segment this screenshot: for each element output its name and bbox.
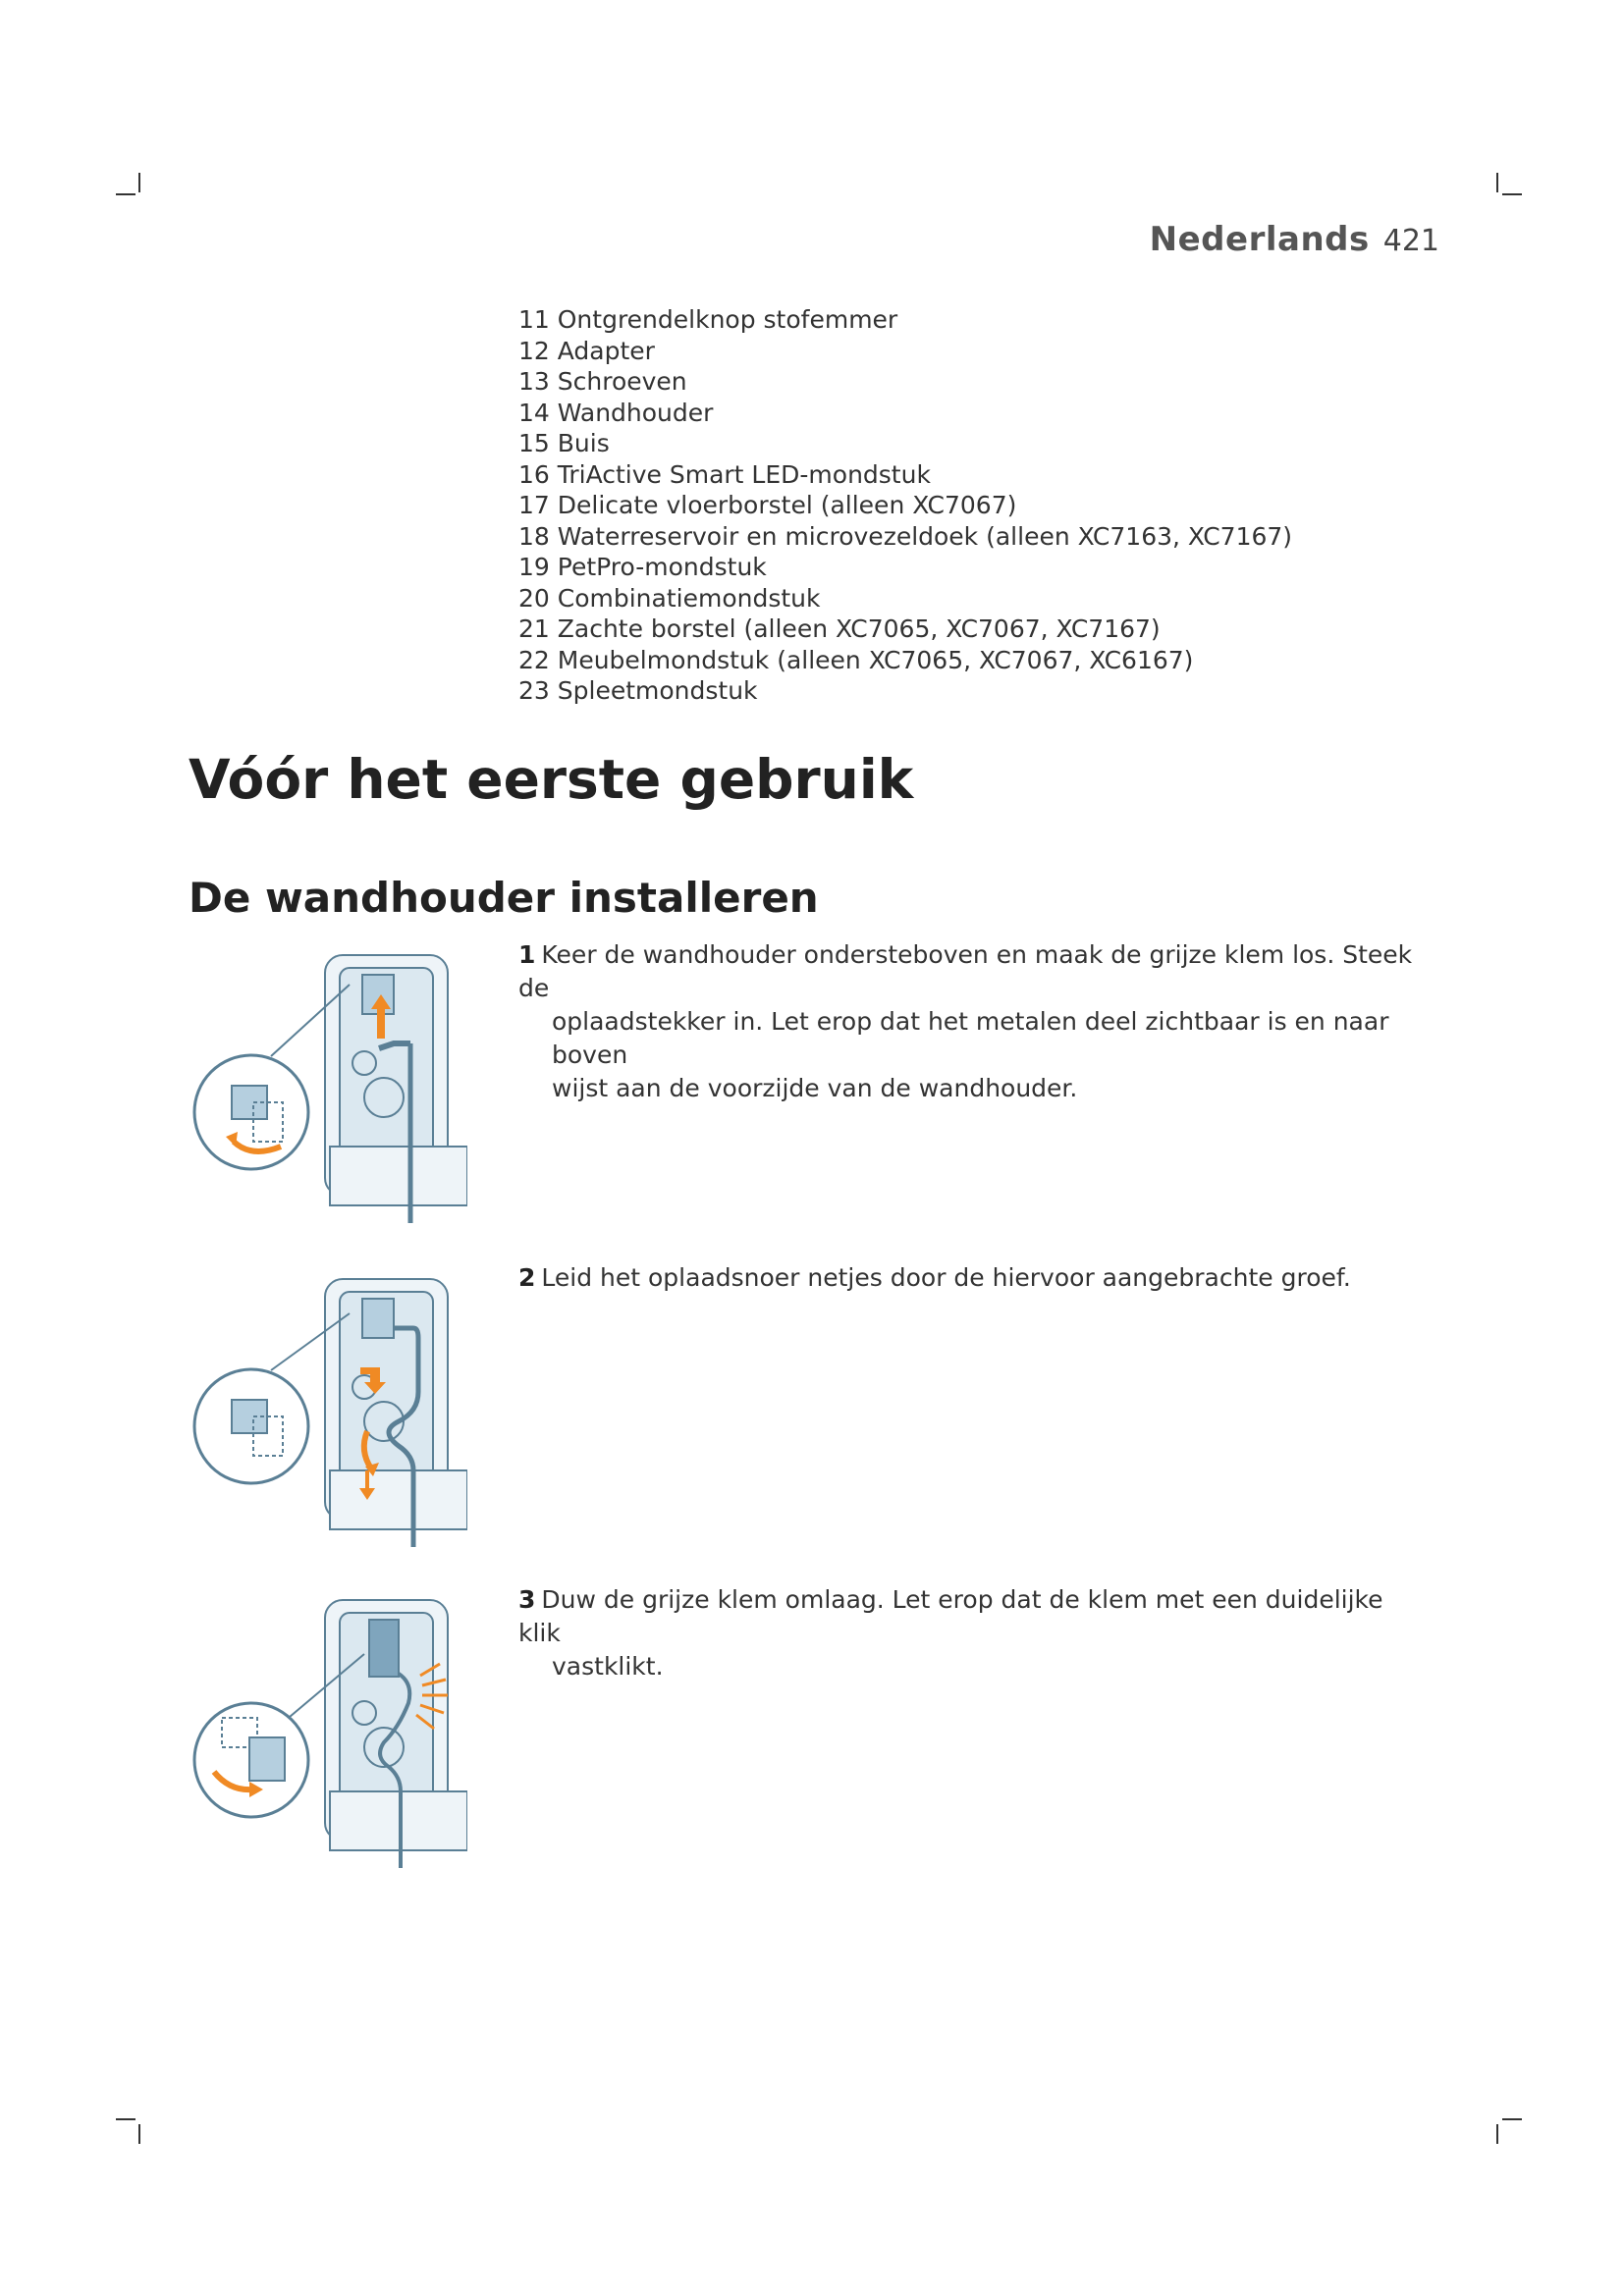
step-text: Keer de wandhouder ondersteboven en maak de grijze klem los. Steek de	[518, 940, 1413, 1002]
list-item: 15 Buis	[518, 429, 610, 457]
crop-mark-tl-h	[116, 193, 135, 195]
list-item: 13 Schroeven	[518, 367, 687, 396]
crop-mark-tr-v	[1496, 173, 1498, 192]
list-item: 11 Ontgrendelknop stofemmer	[518, 305, 898, 334]
list-item: 20 Combinatiemondstuk	[518, 583, 821, 613]
page-number: 421	[1382, 224, 1439, 258]
list-item: 21 Zachte borstel (alleen XC7065, XC7067, XC7167)	[518, 614, 1161, 643]
section-title: Vóór het eerste gebruik	[189, 748, 914, 811]
step-text: Leid het oplaadsnoer netjes door de hiervoor aangebrachte groef.	[541, 1263, 1351, 1292]
figure-step-2	[192, 1274, 467, 1549]
step-text: vastklikt.	[552, 1652, 664, 1681]
list-item: 12 Adapter	[518, 336, 655, 365]
step-number: 2	[518, 1263, 536, 1292]
crop-mark-bl-h	[116, 2118, 135, 2120]
list-item: 17 Delicate vloerborstel (alleen XC7067)	[518, 491, 1017, 519]
step-text: wijst aan de voorzijde van de wandhouder.	[552, 1074, 1078, 1102]
step-number: 3	[518, 1585, 536, 1614]
list-item: 19 PetPro-mondstuk	[518, 553, 767, 581]
header-language: Nederlands	[1149, 220, 1370, 259]
step-text: oplaadstekker in. Let erop dat het metalen deel zichtbaar is en naar boven	[552, 1007, 1389, 1069]
crop-mark-br-h	[1502, 2118, 1522, 2120]
list-item: 18 Waterreservoir en microvezeldoek (alleen XC7163, XC7167)	[518, 521, 1293, 551]
crop-mark-tr-h	[1502, 193, 1522, 195]
step-3	[518, 1583, 1422, 1683]
step-text: Duw de grijze klem omlaag. Let erop dat de klem met een duidelijke klik	[518, 1585, 1383, 1647]
crop-mark-tl-v	[138, 173, 140, 192]
crop-mark-br-v	[1496, 2124, 1498, 2144]
step-number: 1	[518, 940, 536, 969]
figure-step-1	[192, 950, 467, 1225]
crop-mark-bl-v	[138, 2124, 140, 2144]
figure-step-3	[192, 1595, 467, 1870]
step-1	[518, 938, 1422, 1105]
subsection-title: De wandhouder installeren	[189, 874, 819, 922]
step-2	[518, 1261, 1422, 1295]
page-header	[1150, 220, 1439, 259]
list-item: 23 Spleetmondstuk	[518, 676, 758, 705]
list-item: 22 Meubelmondstuk (alleen XC7065, XC7067, XC6167)	[518, 645, 1194, 674]
list-item: 16 TriActive Smart LED-mondstuk	[518, 459, 931, 489]
parts-list	[518, 304, 1292, 707]
list-item: 14 Wandhouder	[518, 398, 714, 427]
